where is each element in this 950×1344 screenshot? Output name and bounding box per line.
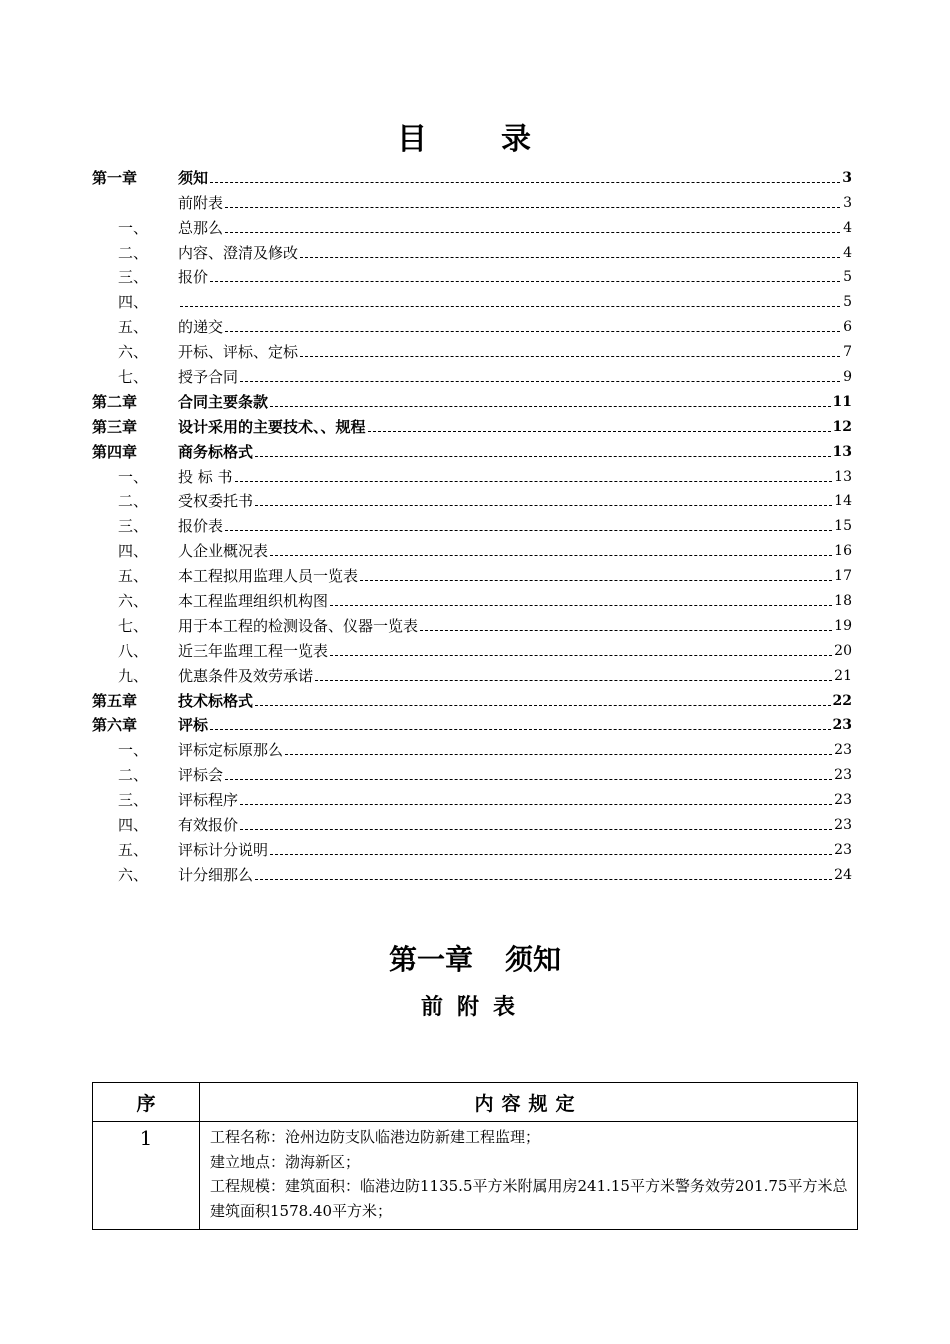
toc-entry-page: 23 [834, 841, 852, 858]
toc-entry-label: 用于本工程的检测设备、仪器一览表 [178, 616, 419, 635]
appendix-table [92, 1082, 858, 1230]
toc-entry[interactable] [92, 685, 852, 710]
toc-entry[interactable] [92, 510, 852, 535]
toc-entry-page: 7 [843, 344, 852, 361]
toc-dot-leader [255, 704, 831, 706]
toc-entry[interactable] [92, 411, 852, 436]
toc-entry-number: 第五章 [92, 691, 138, 710]
toc-entry-number: 六、 [118, 343, 149, 362]
toc-entry[interactable] [92, 759, 852, 784]
toc-entry-number: 二、 [118, 243, 149, 262]
toc-entry-page: 18 [834, 593, 852, 610]
toc-entry-page: 5 [843, 294, 852, 311]
toc-entry-number: 四、 [118, 293, 149, 312]
toc-dot-leader [210, 181, 840, 183]
toc-entry-label: 开标、评标、定标 [178, 343, 299, 362]
toc-entry[interactable] [92, 635, 852, 660]
toc-entry-page: 3 [842, 169, 852, 186]
toc-dot-leader [368, 430, 831, 432]
chapter-title [0, 938, 950, 978]
toc-entry-page: 15 [834, 518, 852, 535]
toc-dot-leader [300, 355, 840, 357]
toc-entry[interactable] [92, 212, 852, 237]
toc-entry[interactable] [92, 486, 852, 511]
toc-entry-page: 23 [832, 717, 852, 734]
toc-entry-number: 一、 [118, 467, 149, 486]
toc-entry-label: 有效报价 [178, 816, 239, 835]
toc-dot-leader [210, 280, 840, 282]
toc-entry-number: 五、 [118, 840, 149, 859]
toc-entry-number: 第一章 [92, 168, 138, 187]
toc-entry-page: 6 [843, 319, 852, 336]
chapter-name: 须知 [505, 943, 562, 976]
toc-entry-page: 16 [834, 543, 852, 560]
toc-title: 目 录 [397, 122, 553, 157]
toc-dot-leader [225, 231, 840, 233]
toc-entry-number: 八、 [118, 641, 149, 660]
toc-entry-number: 六、 [118, 865, 149, 884]
toc-entry-page: 14 [834, 493, 852, 510]
toc-entry[interactable] [92, 834, 852, 859]
toc-entry-number: 第四章 [92, 442, 138, 461]
toc-dot-leader [300, 256, 840, 258]
toc-entry-label: 设计采用的主要技术、、规程 [178, 417, 366, 436]
toc-entry-label: 受权委托书 [178, 492, 254, 511]
toc-entry-label: 总那么 [178, 218, 224, 237]
toc-entry-page: 23 [834, 767, 852, 784]
toc-entry-page: 21 [834, 667, 852, 684]
toc-entry-number: 四、 [118, 542, 149, 561]
toc-entry-label: 评标定标原那么 [178, 741, 284, 760]
row-seq: 1 [93, 1122, 200, 1230]
toc-entry-page: 11 [832, 393, 852, 410]
toc-entry-page: 9 [843, 369, 852, 386]
toc-entry-page: 4 [843, 244, 852, 261]
toc-entry-page: 23 [834, 817, 852, 834]
appendix-title: 前附表 [420, 994, 529, 1020]
toc-entry-page: 17 [834, 568, 852, 585]
content-line: 工程规模：建筑面积：临港边防1135.5平方米附属用房241.15平方米警务效劳201.75平方米总建筑面积1578.40平方米； [210, 1177, 848, 1220]
toc-entry-number: 二、 [118, 766, 149, 785]
toc-entry[interactable] [92, 585, 852, 610]
toc-entry-label: 本工程拟用监理人员一览表 [178, 567, 359, 586]
toc-entry[interactable] [92, 610, 852, 635]
toc-entry[interactable] [92, 262, 852, 287]
toc-entry-label: 评标会 [178, 766, 224, 785]
toc-entry-page: 22 [832, 692, 852, 709]
toc-entry-label: 计分细那么 [178, 865, 254, 884]
toc-entry-page: 20 [834, 642, 852, 659]
toc-entry[interactable] [92, 361, 852, 386]
content-line: 工程名称：沧州边防支队临港边防新建工程监理； [210, 1128, 541, 1146]
toc-entry-label: 人企业概况表 [178, 542, 269, 561]
toc-entry-label: 近三年监理工程一览表 [178, 641, 329, 660]
toc-entry-number: 三、 [118, 791, 149, 810]
toc-entry-number: 三、 [118, 268, 149, 287]
toc-dot-leader [240, 803, 832, 805]
header-seq: 序 [93, 1083, 200, 1122]
content-line: 建立地点：渤海新区； [210, 1152, 361, 1171]
toc-dot-leader [180, 305, 840, 307]
toc-entry-page: 3 [843, 194, 852, 211]
toc-dot-leader [235, 480, 833, 482]
toc-entry-label: 内容、澄清及修改 [178, 243, 299, 262]
toc-dot-leader [270, 853, 832, 855]
header-content: 内容规定 [200, 1083, 858, 1122]
toc-entry-page: 23 [834, 792, 852, 809]
toc-entry-label: 优惠条件及效劳承诺 [178, 666, 314, 685]
table-of-contents [92, 162, 852, 884]
toc-dot-leader [240, 828, 832, 830]
toc-entry-number: 五、 [118, 318, 149, 337]
toc-entry[interactable] [92, 286, 852, 311]
toc-entry[interactable] [92, 336, 852, 361]
toc-entry-label: 授予合同 [178, 368, 239, 387]
toc-entry-number: 七、 [118, 368, 149, 387]
toc-entry-page: 12 [832, 418, 852, 435]
toc-entry-label: 评标 [178, 716, 209, 735]
toc-entry[interactable] [92, 436, 852, 461]
toc-entry-page: 24 [834, 866, 852, 883]
toc-dot-leader [255, 455, 831, 457]
toc-entry-number: 四、 [118, 816, 149, 835]
toc-entry[interactable] [92, 162, 852, 187]
toc-dot-leader [360, 579, 832, 581]
toc-entry-number: 一、 [118, 218, 149, 237]
toc-entry[interactable] [92, 311, 852, 336]
toc-dot-leader [285, 753, 832, 755]
toc-entry-label: 投 标 书 [178, 467, 233, 486]
toc-entry-number: 九、 [118, 666, 149, 685]
toc-entry-page: 19 [834, 617, 852, 634]
toc-entry-page: 4 [843, 219, 852, 236]
toc-entry-number: 三、 [118, 517, 149, 536]
toc-entry-number: 二、 [118, 492, 149, 511]
toc-entry-label: 须知 [178, 168, 209, 187]
toc-entry[interactable] [92, 859, 852, 884]
toc-dot-leader [225, 330, 840, 332]
toc-entry-label: 评标程序 [178, 791, 239, 810]
toc-dot-leader [225, 778, 832, 780]
toc-entry-label: 技术标格式 [178, 691, 254, 710]
toc-entry-number: 六、 [118, 592, 149, 611]
toc-entry[interactable] [92, 809, 852, 834]
toc-dot-leader [270, 554, 832, 556]
toc-entry[interactable] [92, 461, 852, 486]
row-content [200, 1122, 858, 1230]
toc-entry-label: 本工程监理组织机构图 [178, 592, 329, 611]
toc-entry[interactable] [92, 535, 852, 560]
table-header-row [93, 1083, 858, 1122]
toc-entry[interactable] [92, 386, 852, 411]
toc-entry[interactable] [92, 237, 852, 262]
chapter-number: 第一章 [388, 943, 473, 976]
toc-dot-leader [420, 629, 832, 631]
toc-entry-page: 5 [843, 269, 852, 286]
toc-dot-leader [270, 405, 831, 407]
toc-dot-leader [210, 728, 831, 730]
toc-entry-label: 评标计分说明 [178, 840, 269, 859]
toc-entry-label: 前附表 [178, 193, 224, 212]
toc-entry-number: 第二章 [92, 392, 138, 411]
toc-entry-number: 七、 [118, 616, 149, 635]
toc-entry[interactable] [92, 734, 852, 759]
toc-dot-leader [225, 206, 840, 208]
toc-entry-number: 一、 [118, 741, 149, 760]
toc-dot-leader [225, 529, 832, 531]
toc-entry[interactable] [92, 660, 852, 685]
toc-entry-label: 报价 [178, 268, 209, 287]
toc-entry[interactable] [92, 560, 852, 585]
toc-entry[interactable] [92, 187, 852, 212]
toc-dot-leader [330, 604, 832, 606]
toc-dot-leader [240, 380, 840, 382]
toc-entry-page: 13 [834, 468, 852, 485]
toc-entry-label: 合同主要条款 [178, 392, 269, 411]
table-row [93, 1122, 858, 1230]
toc-dot-leader [315, 679, 832, 681]
toc-entry-number: 第六章 [92, 716, 138, 735]
toc-entry-page: 13 [832, 443, 852, 460]
toc-dot-leader [330, 654, 832, 656]
toc-entry[interactable] [92, 710, 852, 735]
toc-dot-leader [255, 504, 832, 506]
toc-entry-label: 的递交 [178, 318, 224, 337]
toc-entry-number: 五、 [118, 567, 149, 586]
toc-dot-leader [255, 878, 832, 880]
toc-entry-page: 23 [834, 742, 852, 759]
toc-entry-label: 报价表 [178, 517, 224, 536]
toc-entry[interactable] [92, 784, 852, 809]
toc-entry-number: 第三章 [92, 417, 138, 436]
toc-entry-label: 商务标格式 [178, 442, 254, 461]
